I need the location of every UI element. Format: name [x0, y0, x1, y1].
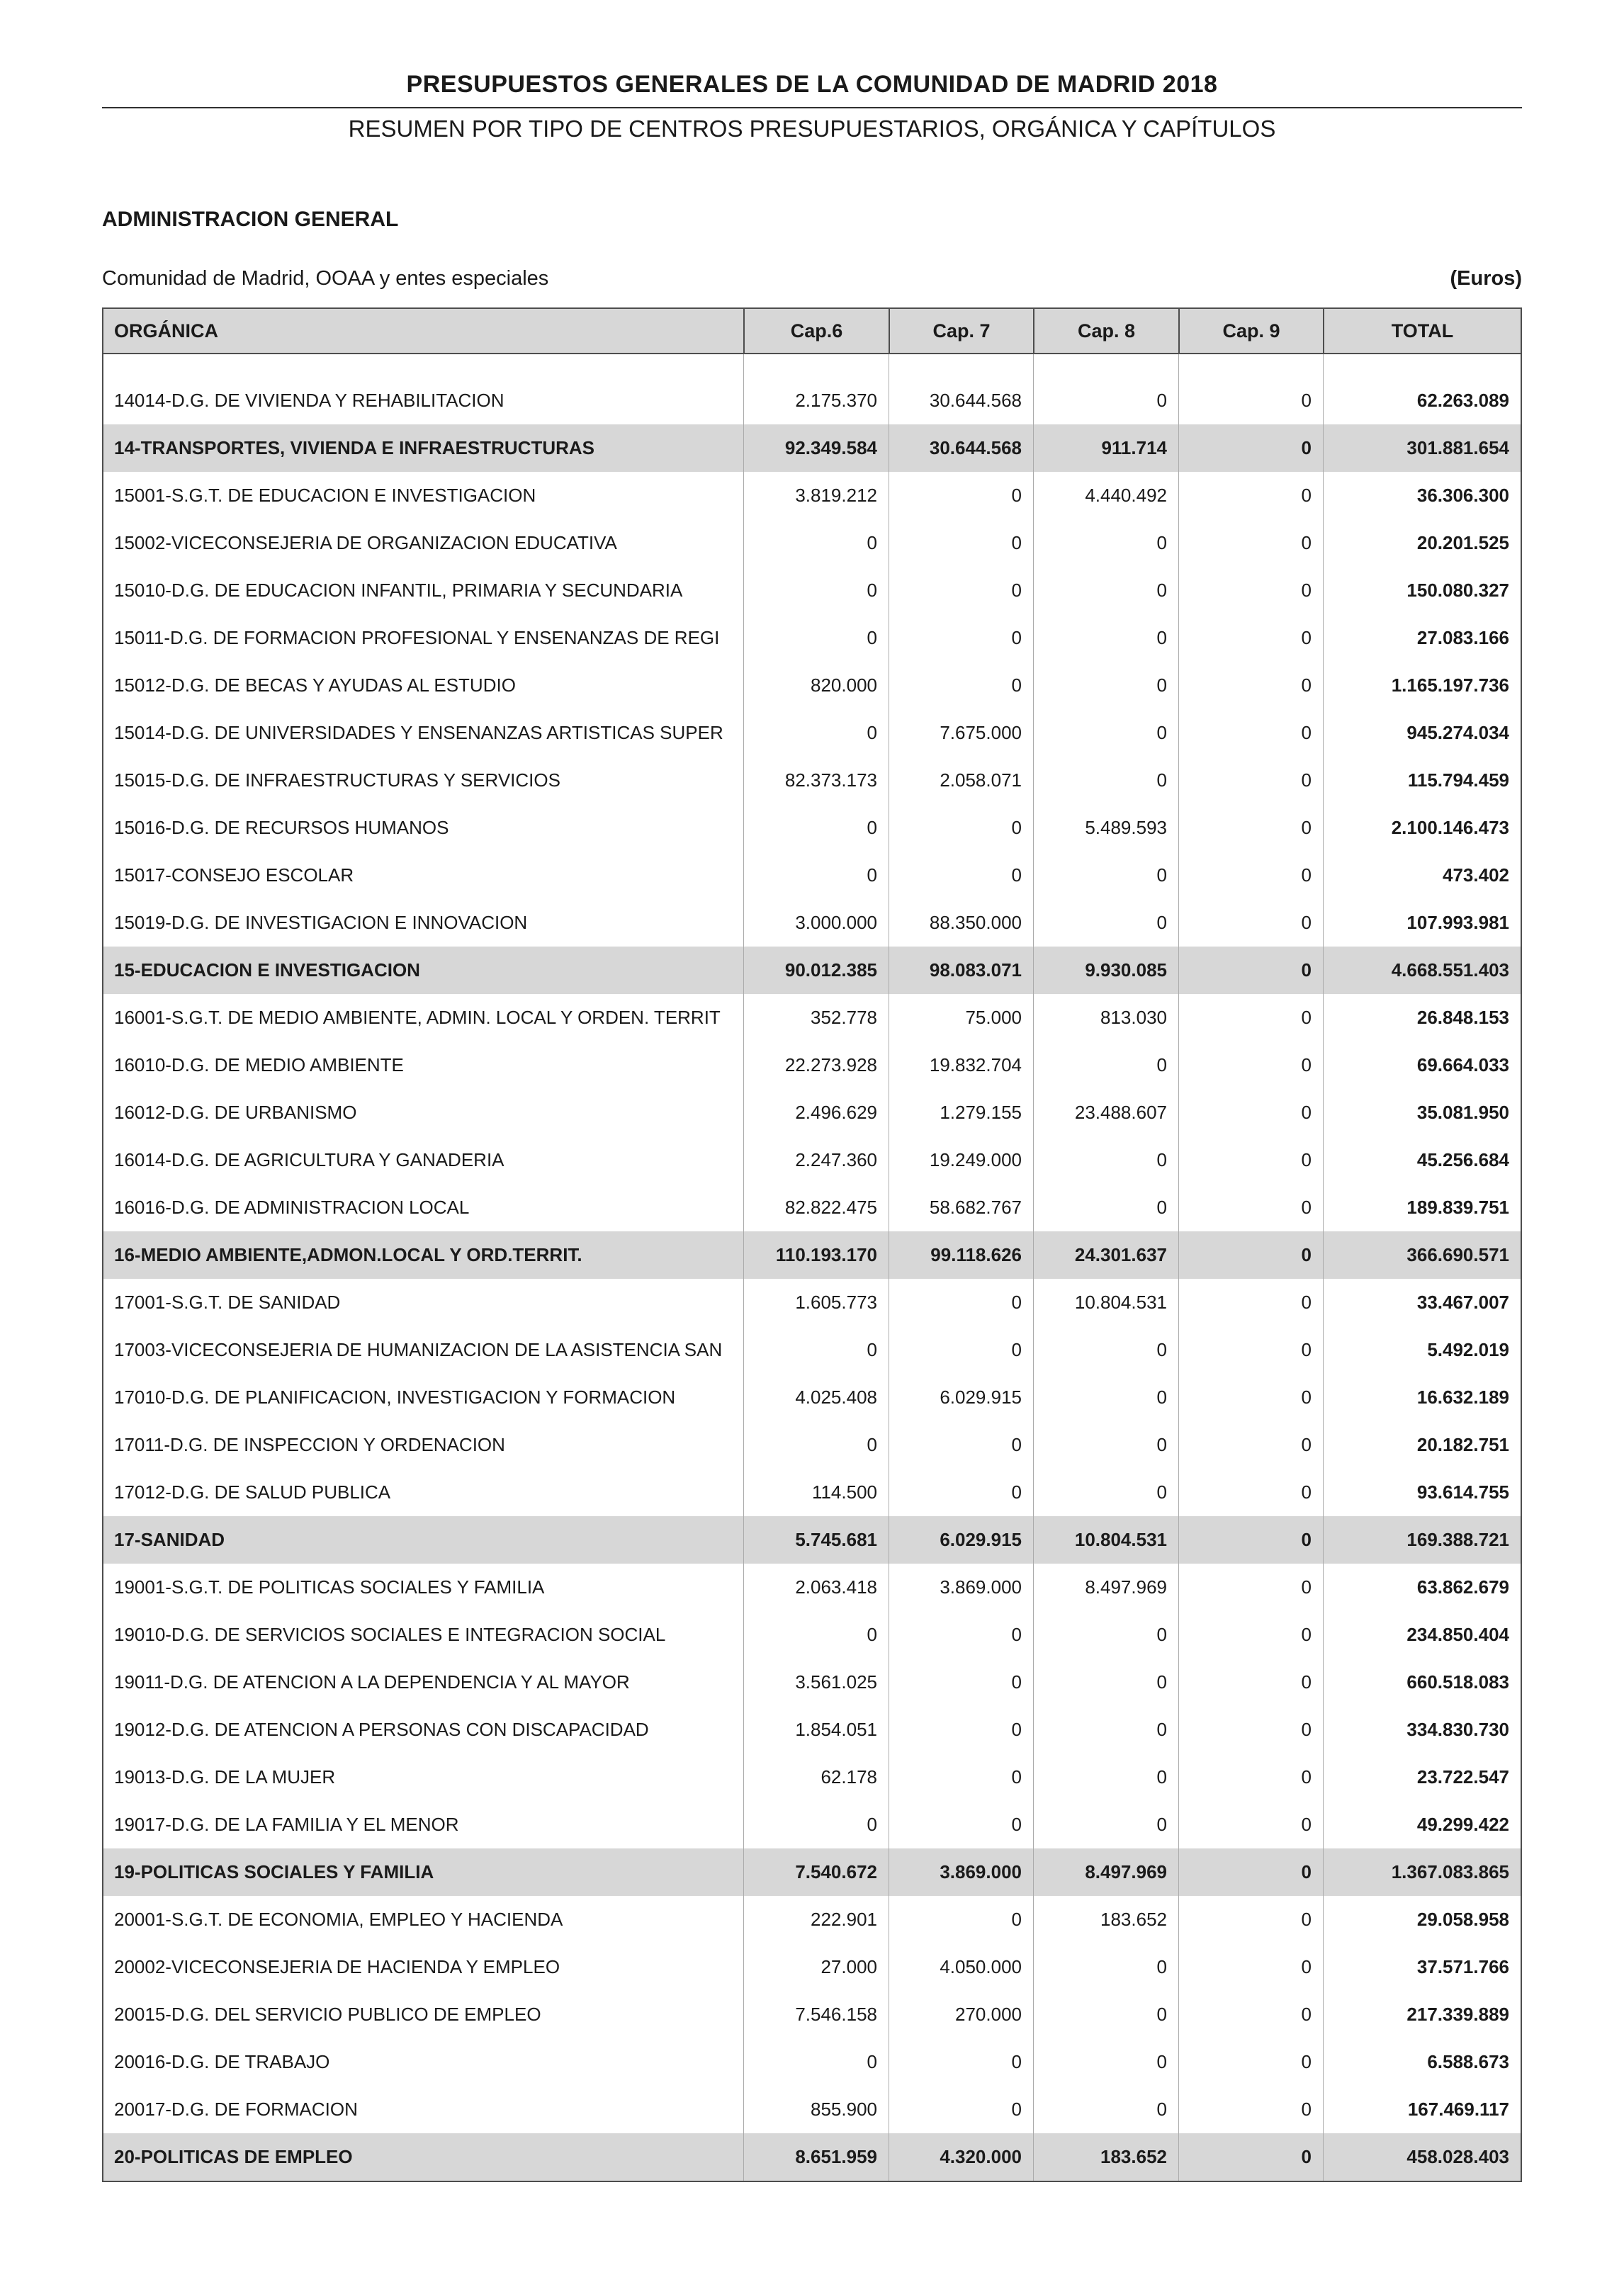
organica-cell: 15015-D.G. DE INFRAESTRUCTURAS Y SERVICIOS: [114, 769, 560, 791]
document-subtitle: RESUMEN POR TIPO DE CENTROS PRESUPUESTARIOS, ORGÁNICA Y CAPÍTULOS: [348, 115, 1276, 142]
scope-label: Comunidad de Madrid, OOAA y entes especiales: [102, 267, 549, 290]
cap9-cell: 0: [1178, 1848, 1323, 1896]
cap9-cell: 0: [1178, 1469, 1323, 1516]
table-body: [103, 354, 1521, 2181]
cap9-cell: 0: [1178, 614, 1323, 662]
cap8-cell: 0: [1033, 1943, 1178, 1991]
cap9-cell: 0: [1178, 1754, 1323, 1801]
cap7-cell: 1.279.155: [889, 1089, 1033, 1136]
organica-cell: 17012-D.G. DE SALUD PUBLICA: [114, 1481, 391, 1503]
cap9-cell: 0: [1178, 1896, 1323, 1943]
table-row: [103, 1184, 1521, 1231]
cap7-cell: 30.644.568: [889, 377, 1033, 424]
cap7-cell: 0: [889, 852, 1033, 899]
table-row: [103, 567, 1521, 614]
cap7-cell: 19.249.000: [889, 1136, 1033, 1184]
organica-cell: 15019-D.G. DE INVESTIGACION E INNOVACION: [114, 912, 528, 933]
cap8-cell: 0: [1033, 852, 1178, 899]
cap6-cell: 0: [743, 852, 889, 899]
organica-cell: 17011-D.G. DE INSPECCION Y ORDENACION: [114, 1434, 505, 1455]
table-row: [103, 1611, 1521, 1659]
organica-cell: 16010-D.G. DE MEDIO AMBIENTE: [114, 1054, 404, 1075]
cap6-cell: 1.605.773: [743, 1279, 889, 1326]
cap6-cell: 2.247.360: [743, 1136, 889, 1184]
cap9-cell: 0: [1178, 1611, 1323, 1659]
cap9-cell: 0: [1178, 1184, 1323, 1231]
title-divider: [102, 107, 1522, 108]
cap9-cell: 0: [1178, 1516, 1323, 1564]
cap9-cell: 0: [1178, 1089, 1323, 1136]
cap9-cell: 0: [1178, 947, 1323, 994]
table-row: [103, 1564, 1521, 1611]
column-header-cap8: Cap. 8: [1033, 309, 1178, 353]
cap7-cell: 0: [889, 1659, 1033, 1706]
organica-cell: 19013-D.G. DE LA MUJER: [114, 1766, 336, 1788]
cap8-cell: 0: [1033, 377, 1178, 424]
cap9-cell: 0: [1178, 1659, 1323, 1706]
total-cell: 62.263.089: [1323, 377, 1521, 424]
total-cell: 189.839.751: [1323, 1184, 1521, 1231]
total-cell: 4.668.551.403: [1323, 947, 1521, 994]
scope-row: [102, 267, 1522, 290]
table-row: [103, 1706, 1521, 1754]
cap6-cell: 2.063.418: [743, 1564, 889, 1611]
table-row: [103, 377, 1521, 424]
total-cell: 26.848.153: [1323, 994, 1521, 1041]
total-cell: 29.058.958: [1323, 1896, 1521, 1943]
cap7-cell: 0: [889, 1421, 1033, 1469]
column-header-total: TOTAL: [1323, 309, 1521, 353]
organica-cell: 15011-D.G. DE FORMACION PROFESIONAL Y ENSENANZAS DE REGI: [114, 627, 720, 648]
total-cell: 69.664.033: [1323, 1041, 1521, 1089]
cap7-cell: 58.682.767: [889, 1184, 1033, 1231]
cap9-cell: 0: [1178, 1231, 1323, 1279]
cap6-cell: 0: [743, 1326, 889, 1374]
total-cell: 366.690.571: [1323, 1231, 1521, 1279]
cap7-cell: 0: [889, 519, 1033, 567]
total-cell: 945.274.034: [1323, 709, 1521, 757]
cap9-cell: 0: [1178, 1041, 1323, 1089]
cap9-cell: 0: [1178, 662, 1323, 709]
total-cell: 115.794.459: [1323, 757, 1521, 804]
cap6-cell: 0: [743, 2038, 889, 2086]
organica-cell: 17010-D.G. DE PLANIFICACION, INVESTIGACION Y FORMACION: [114, 1387, 676, 1408]
organica-cell: 16001-S.G.T. DE MEDIO AMBIENTE, ADMIN. LOCAL Y ORDEN. TERRIT: [114, 1007, 721, 1028]
cap8-cell: 8.497.969: [1033, 1848, 1178, 1896]
cap7-cell: 4.320.000: [889, 2133, 1033, 2181]
total-cell: 6.588.673: [1323, 2038, 1521, 2086]
cap9-cell: 0: [1178, 804, 1323, 852]
cap8-cell: 0: [1033, 1706, 1178, 1754]
cap8-cell: 0: [1033, 1136, 1178, 1184]
total-cell: 23.722.547: [1323, 1754, 1521, 1801]
cap9-cell: 0: [1178, 994, 1323, 1041]
cap6-cell: 8.651.959: [743, 2133, 889, 2181]
cap7-cell: 75.000: [889, 994, 1033, 1041]
cap7-cell: 3.869.000: [889, 1564, 1033, 1611]
cap6-cell: 820.000: [743, 662, 889, 709]
cap7-cell: 30.644.568: [889, 424, 1033, 472]
cap6-cell: 27.000: [743, 1943, 889, 1991]
cap8-cell: 9.930.085: [1033, 947, 1178, 994]
cap9-cell: 0: [1178, 1421, 1323, 1469]
table-row: [103, 519, 1521, 567]
cap9-cell: 0: [1178, 1374, 1323, 1421]
total-cell: 36.306.300: [1323, 472, 1521, 519]
total-cell: 16.632.189: [1323, 1374, 1521, 1421]
column-header-cap9: Cap. 9: [1178, 309, 1323, 353]
total-cell: 45.256.684: [1323, 1136, 1521, 1184]
cap9-cell: 0: [1178, 2038, 1323, 2086]
section-title: ADMINISTRACION GENERAL: [102, 208, 399, 231]
spacer-cell: [1178, 354, 1323, 377]
table-row: [103, 899, 1521, 947]
cap9-cell: 0: [1178, 1943, 1323, 1991]
cap6-cell: 7.540.672: [743, 1848, 889, 1896]
cap7-cell: 0: [889, 1706, 1033, 1754]
organica-cell: 15016-D.G. DE RECURSOS HUMANOS: [114, 817, 449, 838]
cap7-cell: 6.029.915: [889, 1516, 1033, 1564]
cap8-cell: 4.440.492: [1033, 472, 1178, 519]
table-row: [103, 947, 1521, 994]
organica-cell: 15017-CONSEJO ESCOLAR: [114, 864, 354, 886]
cap7-cell: 7.675.000: [889, 709, 1033, 757]
cap7-cell: 0: [889, 1611, 1033, 1659]
cap9-cell: 0: [1178, 852, 1323, 899]
organica-cell: 19001-S.G.T. DE POLITICAS SOCIALES Y FAMILIA: [114, 1576, 545, 1598]
cap8-cell: 0: [1033, 1991, 1178, 2038]
cap8-cell: 0: [1033, 1659, 1178, 1706]
table-row: [103, 709, 1521, 757]
cap7-cell: 3.869.000: [889, 1848, 1033, 1896]
table-row: [103, 1848, 1521, 1896]
cap6-cell: 352.778: [743, 994, 889, 1041]
cap7-cell: 98.083.071: [889, 947, 1033, 994]
cap9-cell: 0: [1178, 709, 1323, 757]
column-header-cap7: Cap. 7: [889, 309, 1033, 353]
cap7-cell: 4.050.000: [889, 1943, 1033, 1991]
cap8-cell: 0: [1033, 1469, 1178, 1516]
table-row: [103, 994, 1521, 1041]
total-cell: 107.993.981: [1323, 899, 1521, 947]
cap7-cell: 0: [889, 1754, 1033, 1801]
cap9-cell: 0: [1178, 1326, 1323, 1374]
cap7-cell: 2.058.071: [889, 757, 1033, 804]
cap7-cell: 0: [889, 662, 1033, 709]
total-cell: 660.518.083: [1323, 1659, 1521, 1706]
cap8-cell: 10.804.531: [1033, 1516, 1178, 1564]
organica-cell: 14-TRANSPORTES, VIVIENDA E INFRAESTRUCTURAS: [114, 437, 594, 458]
document-title: PRESUPUESTOS GENERALES DE LA COMUNIDAD DE MADRID 2018: [406, 71, 1218, 98]
cap8-cell: 911.714: [1033, 424, 1178, 472]
cap8-cell: 0: [1033, 614, 1178, 662]
table-row: [103, 1991, 1521, 2038]
table-row: [103, 662, 1521, 709]
spacer-cell: [1033, 354, 1178, 377]
cap9-cell: 0: [1178, 472, 1323, 519]
cap6-cell: 3.000.000: [743, 899, 889, 947]
cap6-cell: 7.546.158: [743, 1991, 889, 2038]
cap9-cell: 0: [1178, 899, 1323, 947]
cap6-cell: 90.012.385: [743, 947, 889, 994]
total-cell: 93.614.755: [1323, 1469, 1521, 1516]
total-cell: 63.862.679: [1323, 1564, 1521, 1611]
cap7-cell: 0: [889, 2038, 1033, 2086]
cap7-cell: 0: [889, 1469, 1033, 1516]
organica-cell: 20-POLITICAS DE EMPLEO: [114, 2146, 353, 2167]
cap7-cell: 0: [889, 1801, 1033, 1848]
organica-cell: 20016-D.G. DE TRABAJO: [114, 2051, 330, 2072]
cap7-cell: 270.000: [889, 1991, 1033, 2038]
organica-cell: 15001-S.G.T. DE EDUCACION E INVESTIGACION: [114, 485, 536, 506]
total-cell: 1.165.197.736: [1323, 662, 1521, 709]
total-cell: 5.492.019: [1323, 1326, 1521, 1374]
cap8-cell: 0: [1033, 519, 1178, 567]
table-row: [103, 1516, 1521, 1564]
cap8-cell: 0: [1033, 1184, 1178, 1231]
cap9-cell: 0: [1178, 1991, 1323, 2038]
table-row: [103, 1374, 1521, 1421]
total-cell: 49.299.422: [1323, 1801, 1521, 1848]
organica-cell: 16014-D.G. DE AGRICULTURA Y GANADERIA: [114, 1149, 504, 1170]
cap6-cell: 0: [743, 519, 889, 567]
cap9-cell: 0: [1178, 1136, 1323, 1184]
organica-cell: 16012-D.G. DE URBANISMO: [114, 1102, 357, 1123]
total-cell: 1.367.083.865: [1323, 1848, 1521, 1896]
currency-label: (Euros): [1450, 267, 1522, 290]
cap6-cell: 3.819.212: [743, 472, 889, 519]
cap8-cell: 0: [1033, 709, 1178, 757]
table-row: [103, 1754, 1521, 1801]
table-row: [103, 1943, 1521, 1991]
table-row: [103, 852, 1521, 899]
cap8-cell: 0: [1033, 757, 1178, 804]
cap6-cell: 855.900: [743, 2086, 889, 2133]
table-header: [103, 309, 1521, 354]
cap8-cell: 813.030: [1033, 994, 1178, 1041]
cap9-cell: 0: [1178, 377, 1323, 424]
organica-cell: 16016-D.G. DE ADMINISTRACION LOCAL: [114, 1197, 470, 1218]
cap6-cell: 5.745.681: [743, 1516, 889, 1564]
spacer-cell: [743, 354, 889, 377]
table-row: [103, 1041, 1521, 1089]
cap6-cell: 92.349.584: [743, 424, 889, 472]
cap9-cell: 0: [1178, 1706, 1323, 1754]
table-row: [103, 1469, 1521, 1516]
organica-cell: 19017-D.G. DE LA FAMILIA Y EL MENOR: [114, 1814, 459, 1835]
total-cell: 20.182.751: [1323, 1421, 1521, 1469]
total-cell: 217.339.889: [1323, 1991, 1521, 2038]
organica-cell: 16-MEDIO AMBIENTE,ADMON.LOCAL Y ORD.TERRIT.: [114, 1244, 582, 1265]
cap6-cell: 0: [743, 567, 889, 614]
cap7-cell: 0: [889, 1326, 1033, 1374]
cap8-cell: 10.804.531: [1033, 1279, 1178, 1326]
cap6-cell: 0: [743, 1801, 889, 1848]
cap7-cell: 0: [889, 567, 1033, 614]
cap6-cell: 0: [743, 1421, 889, 1469]
cap7-cell: 0: [889, 1279, 1033, 1326]
cap7-cell: 0: [889, 1896, 1033, 1943]
cap9-cell: 0: [1178, 1564, 1323, 1611]
cap8-cell: 8.497.969: [1033, 1564, 1178, 1611]
table-row: [103, 1231, 1521, 1279]
organica-cell: 14014-D.G. DE VIVIENDA Y REHABILITACION: [114, 390, 504, 411]
table-row: [103, 804, 1521, 852]
organica-cell: 19012-D.G. DE ATENCION A PERSONAS CON DISCAPACIDAD: [114, 1719, 649, 1740]
cap8-cell: 0: [1033, 2086, 1178, 2133]
cap6-cell: 4.025.408: [743, 1374, 889, 1421]
cap6-cell: 1.854.051: [743, 1706, 889, 1754]
cap8-cell: 0: [1033, 1801, 1178, 1848]
cap9-cell: 0: [1178, 2086, 1323, 2133]
cap8-cell: 183.652: [1033, 1896, 1178, 1943]
cap6-cell: 82.822.475: [743, 1184, 889, 1231]
cap7-cell: 0: [889, 614, 1033, 662]
cap6-cell: 2.175.370: [743, 377, 889, 424]
column-header-organica: ORGÁNICA: [114, 320, 218, 341]
total-cell: 234.850.404: [1323, 1611, 1521, 1659]
table-row: [103, 1896, 1521, 1943]
cap9-cell: 0: [1178, 567, 1323, 614]
cap9-cell: 0: [1178, 2133, 1323, 2181]
organica-cell: 15002-VICECONSEJERIA DE ORGANIZACION EDUCATIVA: [114, 532, 617, 553]
total-cell: 20.201.525: [1323, 519, 1521, 567]
total-cell: 27.083.166: [1323, 614, 1521, 662]
total-cell: 37.571.766: [1323, 1943, 1521, 1991]
cap6-cell: 222.901: [743, 1896, 889, 1943]
cap6-cell: 22.273.928: [743, 1041, 889, 1089]
cap8-cell: 0: [1033, 662, 1178, 709]
cap7-cell: 88.350.000: [889, 899, 1033, 947]
total-cell: 473.402: [1323, 852, 1521, 899]
total-cell: 334.830.730: [1323, 1706, 1521, 1754]
table-row: [103, 1089, 1521, 1136]
table-row: [103, 2133, 1521, 2181]
budget-table: [102, 307, 1522, 2182]
cap6-cell: 62.178: [743, 1754, 889, 1801]
cap7-cell: 0: [889, 472, 1033, 519]
organica-cell: 15010-D.G. DE EDUCACION INFANTIL, PRIMARIA Y SECUNDARIA: [114, 580, 683, 601]
table-row: [103, 2038, 1521, 2086]
cap7-cell: 6.029.915: [889, 1374, 1033, 1421]
total-cell: 301.881.654: [1323, 424, 1521, 472]
cap7-cell: 19.832.704: [889, 1041, 1033, 1089]
table-row: [103, 1421, 1521, 1469]
spacer-cell: [103, 354, 743, 377]
organica-cell: 19-POLITICAS SOCIALES Y FAMILIA: [114, 1861, 434, 1882]
table-row: [103, 1279, 1521, 1326]
table-row: [103, 1326, 1521, 1374]
organica-cell: 17-SANIDAD: [114, 1529, 225, 1550]
organica-cell: 20001-S.G.T. DE ECONOMIA, EMPLEO Y HACIENDA: [114, 1909, 563, 1930]
organica-cell: 15012-D.G. DE BECAS Y AYUDAS AL ESTUDIO: [114, 674, 516, 696]
organica-cell: 15-EDUCACION E INVESTIGACION: [114, 959, 420, 981]
cap9-cell: 0: [1178, 519, 1323, 567]
total-cell: 458.028.403: [1323, 2133, 1521, 2181]
cap6-cell: 3.561.025: [743, 1659, 889, 1706]
organica-cell: 15014-D.G. DE UNIVERSIDADES Y ENSENANZAS ARTISTICAS SUPER: [114, 722, 723, 743]
cap8-cell: 0: [1033, 899, 1178, 947]
cap8-cell: 0: [1033, 1374, 1178, 1421]
cap8-cell: 0: [1033, 1611, 1178, 1659]
cap8-cell: 0: [1033, 2038, 1178, 2086]
cap8-cell: 0: [1033, 1041, 1178, 1089]
organica-cell: 20015-D.G. DEL SERVICIO PUBLICO DE EMPLEO: [114, 2004, 541, 2025]
cap6-cell: 0: [743, 709, 889, 757]
organica-cell: 19010-D.G. DE SERVICIOS SOCIALES E INTEGRACION SOCIAL: [114, 1624, 666, 1645]
total-cell: 2.100.146.473: [1323, 804, 1521, 852]
cap6-cell: 0: [743, 614, 889, 662]
spacer-cell: [889, 354, 1033, 377]
cap9-cell: 0: [1178, 757, 1323, 804]
cap6-cell: 2.496.629: [743, 1089, 889, 1136]
table-row: [103, 2086, 1521, 2133]
column-header-cap6: Cap.6: [743, 309, 889, 353]
cap8-cell: 23.488.607: [1033, 1089, 1178, 1136]
cap6-cell: 0: [743, 804, 889, 852]
table-row: [103, 424, 1521, 472]
cap8-cell: 0: [1033, 1754, 1178, 1801]
cap9-cell: 0: [1178, 1801, 1323, 1848]
cap8-cell: 0: [1033, 567, 1178, 614]
total-cell: 33.467.007: [1323, 1279, 1521, 1326]
cap7-cell: 0: [889, 2086, 1033, 2133]
table-row: [103, 1136, 1521, 1184]
cap8-cell: 5.489.593: [1033, 804, 1178, 852]
cap8-cell: 24.301.637: [1033, 1231, 1178, 1279]
organica-cell: 20017-D.G. DE FORMACION: [114, 2099, 358, 2120]
total-cell: 169.388.721: [1323, 1516, 1521, 1564]
cap6-cell: 82.373.173: [743, 757, 889, 804]
cap7-cell: 0: [889, 804, 1033, 852]
cap9-cell: 0: [1178, 1279, 1323, 1326]
table-row: [103, 472, 1521, 519]
organica-cell: 17001-S.G.T. DE SANIDAD: [114, 1292, 341, 1313]
cap8-cell: 183.652: [1033, 2133, 1178, 2181]
spacer-row: [103, 354, 1521, 377]
table-row: [103, 614, 1521, 662]
organica-cell: 19011-D.G. DE ATENCION A LA DEPENDENCIA Y AL MAYOR: [114, 1671, 630, 1693]
cap6-cell: 0: [743, 1611, 889, 1659]
table-row: [103, 757, 1521, 804]
cap8-cell: 0: [1033, 1421, 1178, 1469]
cap6-cell: 110.193.170: [743, 1231, 889, 1279]
organica-cell: 17003-VICECONSEJERIA DE HUMANIZACION DE LA ASISTENCIA SAN: [114, 1339, 723, 1360]
table-row: [103, 1659, 1521, 1706]
cap8-cell: 0: [1033, 1326, 1178, 1374]
total-cell: 167.469.117: [1323, 2086, 1521, 2133]
spacer-cell: [1323, 354, 1521, 377]
total-cell: 35.081.950: [1323, 1089, 1521, 1136]
organica-cell: 20002-VICECONSEJERIA DE HACIENDA Y EMPLEO: [114, 1956, 560, 1977]
cap9-cell: 0: [1178, 424, 1323, 472]
total-cell: 150.080.327: [1323, 567, 1521, 614]
cap7-cell: 99.118.626: [889, 1231, 1033, 1279]
document-content: [102, 0, 1522, 2182]
table-row: [103, 1801, 1521, 1848]
cap6-cell: 114.500: [743, 1469, 889, 1516]
